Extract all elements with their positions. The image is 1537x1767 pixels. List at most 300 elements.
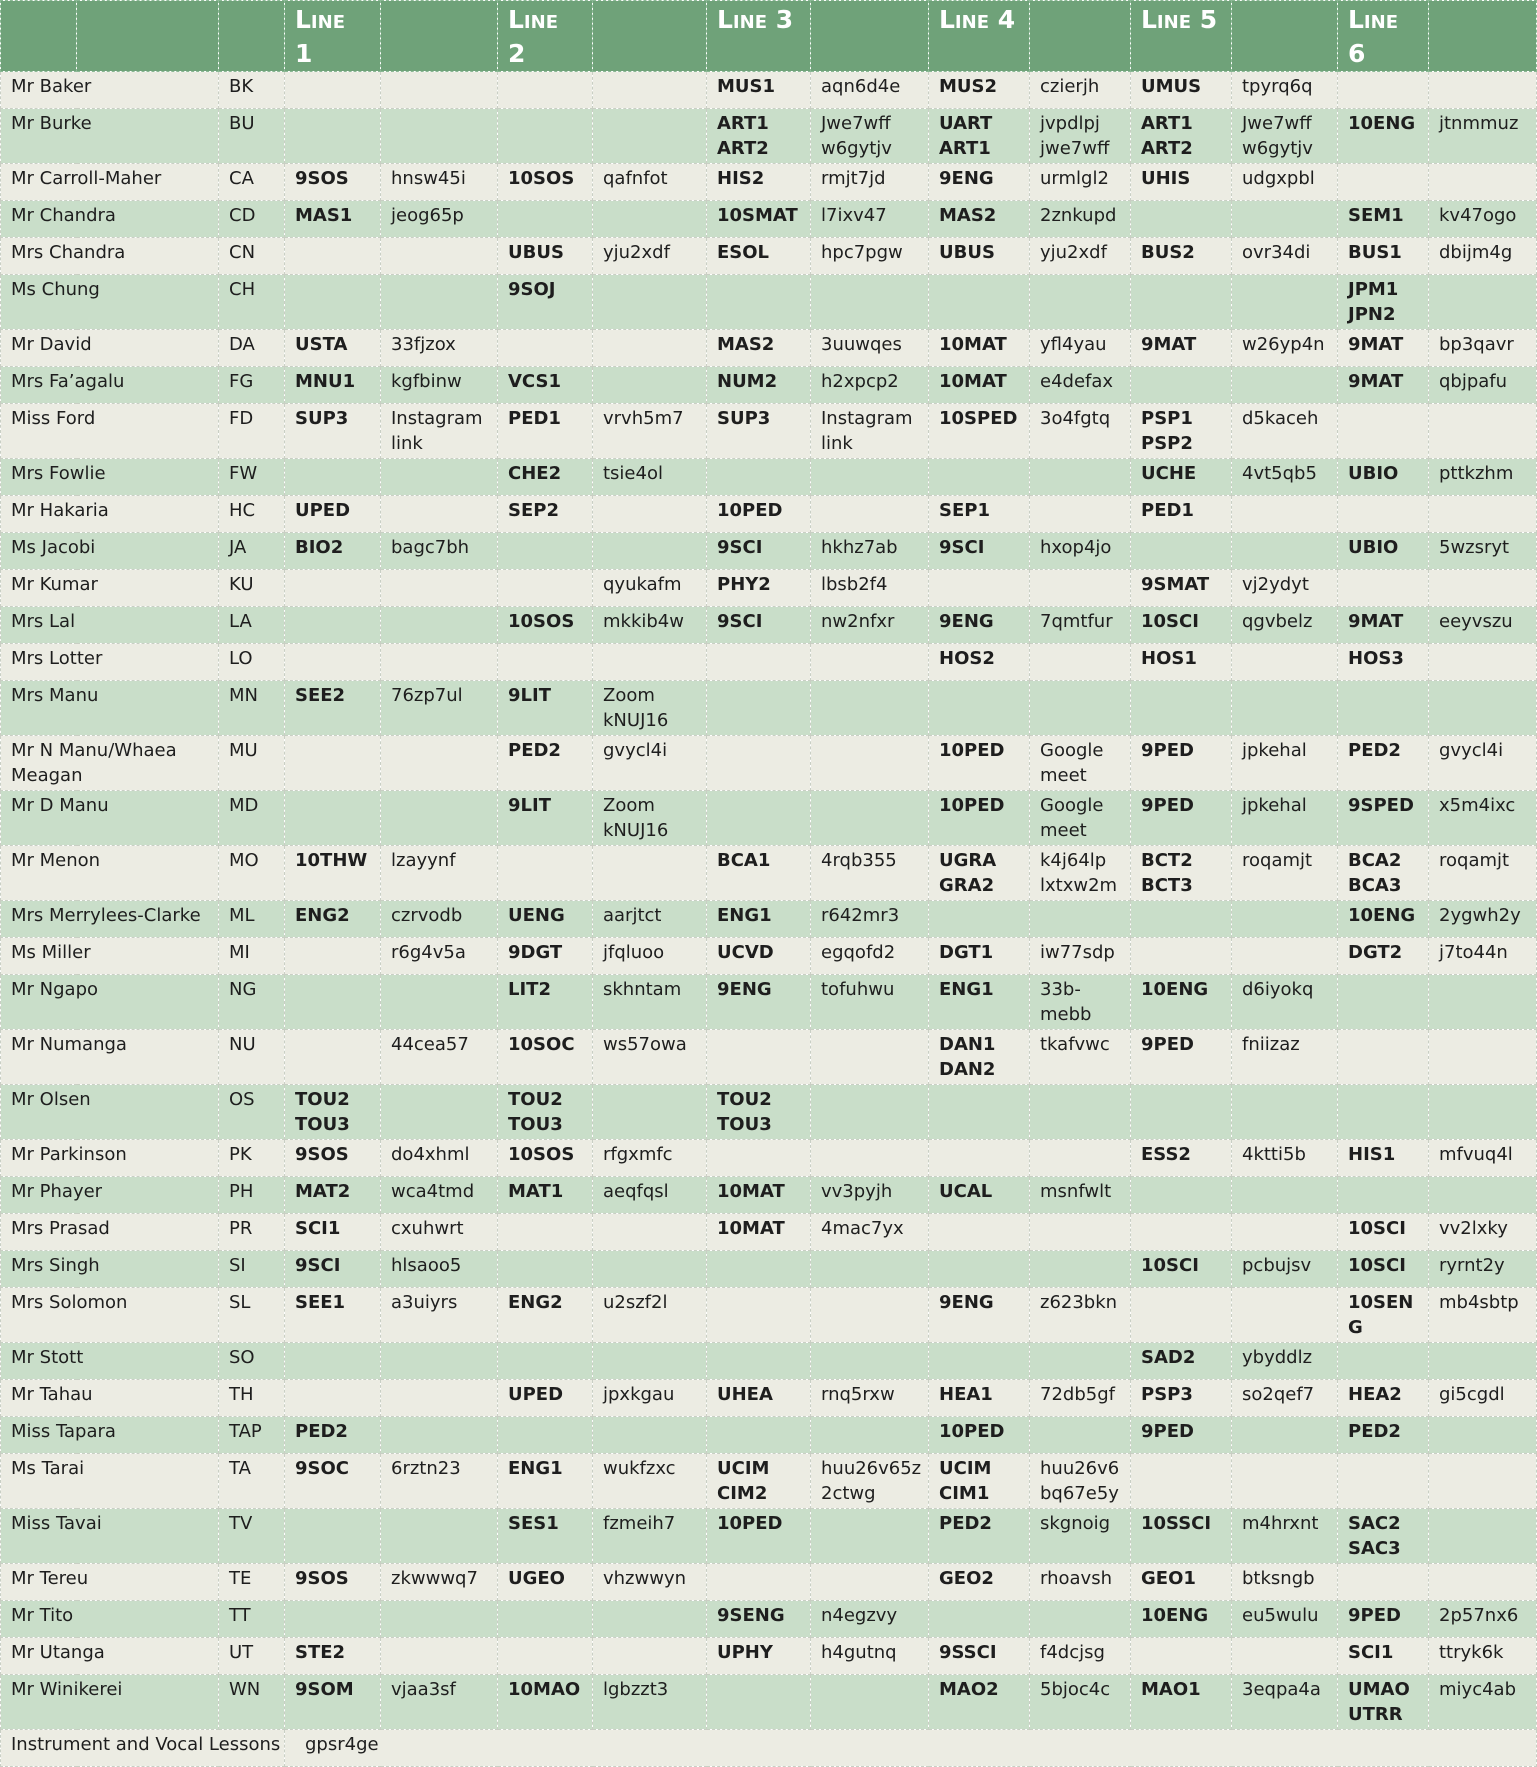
classroom-code-cell: [593, 1638, 707, 1675]
classroom-code-cell: [1232, 681, 1338, 736]
class-code-cell: 9LIT: [498, 681, 593, 736]
teacher-code: TE: [219, 1564, 285, 1601]
classroom-code-cell: [1030, 1214, 1131, 1251]
classroom-code-cell: [593, 201, 707, 238]
classroom-code-cell: [811, 1675, 929, 1730]
classroom-code-cell: udgxpbl: [1232, 164, 1338, 201]
class-code-cell: MAO1: [1131, 1675, 1232, 1730]
classroom-code-cell: [593, 330, 707, 367]
class-code-cell: SCI1: [1338, 1638, 1429, 1675]
footer-code: gpsr4ge: [285, 1730, 1537, 1767]
classroom-code-cell: kgfbinw: [381, 367, 498, 404]
class-code-cell: JPM1 JPN2: [1338, 275, 1429, 330]
class-code-cell: UCIM CIM1: [929, 1454, 1030, 1509]
classroom-code-cell: 33fjzox: [381, 330, 498, 367]
header-blank: [1, 1, 77, 72]
class-code-cell: PSP1 PSP2: [1131, 404, 1232, 459]
table-row: [1, 1288, 1537, 1343]
classroom-code-cell: nw2nfxr: [811, 607, 929, 644]
table-row: [1, 570, 1537, 607]
classroom-code-cell: [381, 1509, 498, 1564]
classroom-code-cell: 76zp7ul: [381, 681, 498, 736]
class-code-cell: 10MAT: [707, 1177, 811, 1214]
classroom-code-cell: aqn6d4e: [811, 72, 929, 109]
classroom-code-cell: pcbujsv: [1232, 1251, 1338, 1288]
class-code-cell: [285, 1030, 381, 1085]
class-code-cell: SUP3: [707, 404, 811, 459]
classroom-code-cell: [1232, 533, 1338, 570]
class-code-cell: [498, 570, 593, 607]
classroom-code-cell: [1429, 496, 1537, 533]
classroom-code-cell: [381, 975, 498, 1030]
classroom-code-cell: wca4tmd: [381, 1177, 498, 1214]
table-row: [1, 238, 1537, 275]
class-code-cell: LIT2: [498, 975, 593, 1030]
class-code-cell: UMAO UTRR: [1338, 1675, 1429, 1730]
classroom-code-cell: 2p57nx6: [1429, 1601, 1537, 1638]
classroom-code-cell: [1429, 681, 1537, 736]
classroom-code-cell: jpkehal: [1232, 736, 1338, 791]
classroom-code-cell: hlsaoo5: [381, 1251, 498, 1288]
teacher-name: Mr Carroll-Maher: [1, 164, 219, 201]
class-code-cell: 9PED: [1131, 791, 1232, 846]
header-line-4: Line 4: [929, 1, 1030, 72]
class-code-cell: 10SOC: [498, 1030, 593, 1085]
class-code-cell: 9ENG: [707, 975, 811, 1030]
class-code-cell: [707, 1564, 811, 1601]
teacher-name: Mrs Prasad: [1, 1214, 219, 1251]
classroom-code-cell: bp3qavr: [1429, 330, 1537, 367]
classroom-code-cell: [1232, 1288, 1338, 1343]
classroom-code-cell: roqamjt: [1232, 846, 1338, 901]
class-code-cell: [929, 1601, 1030, 1638]
class-code-cell: SEP1: [929, 496, 1030, 533]
class-code-cell: 9SOJ: [498, 275, 593, 330]
table-row: [1, 644, 1537, 681]
class-code-cell: 10ENG: [1338, 109, 1429, 164]
teacher-code: SO: [219, 1343, 285, 1380]
classroom-code-cell: yju2xdf: [593, 238, 707, 275]
classroom-code-cell: wukfzxc: [593, 1454, 707, 1509]
classroom-code-cell: 44cea57: [381, 1030, 498, 1085]
teacher-name: Mr Tereu: [1, 1564, 219, 1601]
class-code-cell: TOU2 TOU3: [498, 1085, 593, 1140]
classroom-code-cell: rhoavsh: [1030, 1564, 1131, 1601]
teacher-code: FG: [219, 367, 285, 404]
classroom-code-cell: 3eqpa4a: [1232, 1675, 1338, 1730]
classroom-code-cell: 4rqb355: [811, 846, 929, 901]
class-code-cell: HEA2: [1338, 1380, 1429, 1417]
classroom-code-cell: 7qmtfur: [1030, 607, 1131, 644]
class-code-cell: ENG1: [929, 975, 1030, 1030]
class-code-cell: UPED: [285, 496, 381, 533]
teacher-name: Mr Parkinson: [1, 1140, 219, 1177]
classroom-code-cell: [1232, 1417, 1338, 1454]
class-code-cell: 9SCI: [707, 607, 811, 644]
classroom-code-cell: cxuhwrt: [381, 1214, 498, 1251]
classroom-code-cell: l7ixv47: [811, 201, 929, 238]
class-code-cell: MNU1: [285, 367, 381, 404]
classroom-code-cell: [381, 1601, 498, 1638]
classroom-code-cell: gi5cgdl: [1429, 1380, 1537, 1417]
class-code-cell: [707, 1030, 811, 1085]
class-code-cell: 10PED: [929, 791, 1030, 846]
class-code-cell: 10PED: [929, 736, 1030, 791]
class-code-cell: UMUS: [1131, 72, 1232, 109]
teacher-code: JA: [219, 533, 285, 570]
class-code-cell: 9DGT: [498, 938, 593, 975]
class-code-cell: MAT1: [498, 1177, 593, 1214]
class-code-cell: DGT1: [929, 938, 1030, 975]
header-blank: [1030, 1, 1131, 72]
table-row: [1, 367, 1537, 404]
class-code-cell: 10PED: [707, 496, 811, 533]
classroom-code-cell: [1030, 1601, 1131, 1638]
teacher-code: PH: [219, 1177, 285, 1214]
classroom-code-cell: [1232, 367, 1338, 404]
classroom-code-cell: [593, 1343, 707, 1380]
classroom-code-cell: msnfwlt: [1030, 1177, 1131, 1214]
teacher-name: Ms Jacobi: [1, 533, 219, 570]
header-blank: [1232, 1, 1338, 72]
classroom-code-cell: [1232, 496, 1338, 533]
teacher-name: Mr Phayer: [1, 1177, 219, 1214]
class-code-cell: 10MAT: [929, 330, 1030, 367]
class-code-cell: ENG2: [285, 901, 381, 938]
class-code-cell: 9SPED: [1338, 791, 1429, 846]
class-code-cell: 9MAT: [1131, 330, 1232, 367]
teacher-name: Mr Kumar: [1, 570, 219, 607]
class-code-cell: 10SCI: [1131, 607, 1232, 644]
classroom-code-cell: 33b- mebb: [1030, 975, 1131, 1030]
teacher-code: MD: [219, 791, 285, 846]
classroom-code-cell: 72db5gf: [1030, 1380, 1131, 1417]
classroom-code-cell: [381, 736, 498, 791]
classroom-code-cell: [593, 533, 707, 570]
teacher-code: CA: [219, 164, 285, 201]
table-row: [1, 1214, 1537, 1251]
table-row: [1, 1085, 1537, 1140]
class-code-cell: 9SOS: [285, 1564, 381, 1601]
class-code-cell: 10SOS: [498, 1140, 593, 1177]
class-code-cell: [929, 1140, 1030, 1177]
classroom-code-cell: [811, 1417, 929, 1454]
class-code-cell: 10ENG: [1338, 901, 1429, 938]
class-code-cell: GEO1: [1131, 1564, 1232, 1601]
class-code-cell: 9MAT: [1338, 367, 1429, 404]
class-code-cell: PED2: [285, 1417, 381, 1454]
class-code-cell: [707, 1140, 811, 1177]
class-code-cell: 9MAT: [1338, 330, 1429, 367]
classroom-code-cell: roqamjt: [1429, 846, 1537, 901]
class-code-cell: SEE1: [285, 1288, 381, 1343]
teacher-code: TA: [219, 1454, 285, 1509]
teacher-name: Ms Chung: [1, 275, 219, 330]
class-code-cell: PSP3: [1131, 1380, 1232, 1417]
class-code-cell: [498, 1214, 593, 1251]
classroom-code-cell: [381, 644, 498, 681]
classroom-code-cell: j7to44n: [1429, 938, 1537, 975]
classroom-code-cell: hpc7pgw: [811, 238, 929, 275]
header-blank: [77, 1, 219, 72]
classroom-code-cell: ybyddlz: [1232, 1343, 1338, 1380]
teacher-name: Mrs Lal: [1, 607, 219, 644]
class-code-cell: [1131, 1177, 1232, 1214]
class-code-cell: [929, 901, 1030, 938]
class-code-cell: PED2: [1338, 736, 1429, 791]
teacher-name: Ms Tarai: [1, 1454, 219, 1509]
class-code-cell: 9ENG: [929, 607, 1030, 644]
teacher-code: KU: [219, 570, 285, 607]
teacher-name: Mr Numanga: [1, 1030, 219, 1085]
table-row: [1, 901, 1537, 938]
teacher-code: MU: [219, 736, 285, 791]
class-code-cell: PED2: [929, 1509, 1030, 1564]
teacher-name: Mr D Manu: [1, 791, 219, 846]
classroom-code-cell: [811, 1140, 929, 1177]
classroom-code-cell: [593, 1085, 707, 1140]
class-code-cell: [1131, 201, 1232, 238]
class-code-cell: [285, 570, 381, 607]
table-row: [1, 1140, 1537, 1177]
classroom-code-cell: miyc4ab: [1429, 1675, 1537, 1730]
classroom-code-cell: btksngb: [1232, 1564, 1338, 1601]
class-code-cell: TOU2 TOU3: [285, 1085, 381, 1140]
class-code-cell: 10MAO: [498, 1675, 593, 1730]
class-code-cell: HEA1: [929, 1380, 1030, 1417]
header-blank: [381, 1, 498, 72]
class-code-cell: BUS1: [1338, 238, 1429, 275]
class-code-cell: [1131, 1638, 1232, 1675]
classroom-code-cell: [811, 681, 929, 736]
teacher-name: Mrs Fa’agalu: [1, 367, 219, 404]
classroom-code-cell: [593, 275, 707, 330]
class-code-cell: [498, 1343, 593, 1380]
class-code-cell: UBUS: [929, 238, 1030, 275]
classroom-code-cell: n4egzvy: [811, 1601, 929, 1638]
class-code-cell: HOS3: [1338, 644, 1429, 681]
teacher-code: ML: [219, 901, 285, 938]
teacher-name: Ms Miller: [1, 938, 219, 975]
classroom-code-cell: 4mac7yx: [811, 1214, 929, 1251]
classroom-code-cell: [381, 607, 498, 644]
teacher-name: Mr Utanga: [1, 1638, 219, 1675]
class-code-cell: ENG2: [498, 1288, 593, 1343]
classroom-code-cell: 4ktti5b: [1232, 1140, 1338, 1177]
class-code-cell: [1131, 275, 1232, 330]
classroom-code-cell: r642mr3: [811, 901, 929, 938]
classroom-code-cell: Zoom kNUJ16: [593, 791, 707, 846]
class-code-cell: [1131, 533, 1232, 570]
classroom-code-cell: w26yp4n: [1232, 330, 1338, 367]
classroom-code-cell: [1030, 901, 1131, 938]
class-code-cell: [707, 736, 811, 791]
footer-row: [1, 1730, 1537, 1767]
classroom-code-cell: Google meet: [1030, 736, 1131, 791]
class-code-cell: 10SPED: [929, 404, 1030, 459]
class-code-cell: [1131, 901, 1232, 938]
class-code-cell: HIS1: [1338, 1140, 1429, 1177]
classroom-code-cell: tkafvwc: [1030, 1030, 1131, 1085]
class-code-cell: 9PED: [1131, 736, 1232, 791]
classroom-code-cell: qgvbelz: [1232, 607, 1338, 644]
classroom-code-cell: eeyvszu: [1429, 607, 1537, 644]
classroom-code-cell: aarjtct: [593, 901, 707, 938]
classroom-code-cell: Jwe7wff w6gytjv: [1232, 109, 1338, 164]
class-code-cell: UENG: [498, 901, 593, 938]
class-code-cell: [285, 975, 381, 1030]
timetable-body: [1, 72, 1537, 1767]
classroom-code-cell: huu26v6 bq67e5y: [1030, 1454, 1131, 1509]
classroom-code-cell: jtnmmuz: [1429, 109, 1537, 164]
classroom-code-cell: [1429, 1564, 1537, 1601]
classroom-code-cell: [381, 72, 498, 109]
class-code-cell: UCHE: [1131, 459, 1232, 496]
class-code-cell: PHY2: [707, 570, 811, 607]
classroom-code-cell: Instagram link: [811, 404, 929, 459]
teacher-name: Miss Tapara: [1, 1417, 219, 1454]
classroom-code-cell: [593, 1214, 707, 1251]
classroom-code-cell: ryrnt2y: [1429, 1251, 1537, 1288]
header-blank: [593, 1, 707, 72]
classroom-code-cell: k4j64lp lxtxw2m: [1030, 846, 1131, 901]
class-code-cell: [929, 681, 1030, 736]
class-code-cell: BCA2 BCA3: [1338, 846, 1429, 901]
classroom-code-cell: hkhz7ab: [811, 533, 929, 570]
classroom-code-cell: 2znkupd: [1030, 201, 1131, 238]
classroom-code-cell: h2xpcp2: [811, 367, 929, 404]
table-row: [1, 1177, 1537, 1214]
teacher-code: TH: [219, 1380, 285, 1417]
class-code-cell: ENG1: [707, 901, 811, 938]
class-code-cell: 10THW: [285, 846, 381, 901]
teacher-code: FD: [219, 404, 285, 459]
table-row: [1, 938, 1537, 975]
classroom-code-cell: vv2lxky: [1429, 1214, 1537, 1251]
teacher-name: Miss Tavai: [1, 1509, 219, 1564]
class-code-cell: [1338, 1177, 1429, 1214]
class-code-cell: MAS2: [707, 330, 811, 367]
class-code-cell: [285, 1509, 381, 1564]
classroom-code-cell: [1429, 1343, 1537, 1380]
classroom-code-cell: [381, 1343, 498, 1380]
teacher-name: Mr Tito: [1, 1601, 219, 1638]
class-code-cell: 9SCI: [707, 533, 811, 570]
class-code-cell: 10SOS: [498, 164, 593, 201]
classroom-code-cell: 5bjoc4c: [1030, 1675, 1131, 1730]
class-code-cell: [707, 644, 811, 681]
classroom-code-cell: [381, 1380, 498, 1417]
classroom-code-cell: Instagram link: [381, 404, 498, 459]
class-code-cell: SEM1: [1338, 201, 1429, 238]
class-code-cell: ENG1: [498, 1454, 593, 1509]
classroom-code-cell: lzayynf: [381, 846, 498, 901]
classroom-code-cell: jpxkgau: [593, 1380, 707, 1417]
classroom-code-cell: [1030, 1140, 1131, 1177]
table-row: [1, 201, 1537, 238]
classroom-code-cell: [381, 275, 498, 330]
class-code-cell: 10PED: [707, 1509, 811, 1564]
classroom-code-cell: [593, 72, 707, 109]
class-code-cell: [498, 644, 593, 681]
class-code-cell: 10SCI: [1131, 1251, 1232, 1288]
class-code-cell: SEE2: [285, 681, 381, 736]
class-code-cell: 10SSCI: [1131, 1509, 1232, 1564]
class-code-cell: [498, 72, 593, 109]
class-code-cell: [707, 1288, 811, 1343]
classroom-code-cell: hnsw45i: [381, 164, 498, 201]
classroom-code-cell: [1429, 1509, 1537, 1564]
class-code-cell: [707, 459, 811, 496]
table-row: [1, 533, 1537, 570]
class-code-cell: 9LIT: [498, 791, 593, 846]
classroom-code-cell: [1429, 404, 1537, 459]
table-row: [1, 1251, 1537, 1288]
classroom-code-cell: rfgxmfc: [593, 1140, 707, 1177]
class-code-cell: 9PED: [1131, 1030, 1232, 1085]
teacher-name: Mrs Singh: [1, 1251, 219, 1288]
classroom-code-cell: gvycl4i: [1429, 736, 1537, 791]
class-code-cell: DAN1 DAN2: [929, 1030, 1030, 1085]
classroom-code-cell: 5wzsryt: [1429, 533, 1537, 570]
classroom-code-cell: 6rztn23: [381, 1454, 498, 1509]
classroom-code-cell: [1030, 1417, 1131, 1454]
classroom-code-cell: skgnoig: [1030, 1509, 1131, 1564]
class-code-cell: DGT2: [1338, 938, 1429, 975]
class-code-cell: [707, 1675, 811, 1730]
classroom-code-cell: mb4sbtp: [1429, 1288, 1537, 1343]
classroom-code-cell: tofuhwu: [811, 975, 929, 1030]
class-code-cell: ART1 ART2: [707, 109, 811, 164]
class-code-cell: MUS1: [707, 72, 811, 109]
teacher-name: Mr Olsen: [1, 1085, 219, 1140]
classroom-code-cell: r6g4v5a: [381, 938, 498, 975]
classroom-code-cell: skhntam: [593, 975, 707, 1030]
classroom-code-cell: [811, 1085, 929, 1140]
classroom-code-cell: [1232, 1214, 1338, 1251]
class-code-cell: NUM2: [707, 367, 811, 404]
table-row: [1, 109, 1537, 164]
teacher-code: TV: [219, 1509, 285, 1564]
table-row: [1, 1380, 1537, 1417]
classroom-code-cell: u2szf2l: [593, 1288, 707, 1343]
class-code-cell: UCIM CIM2: [707, 1454, 811, 1509]
classroom-code-cell: jfqluoo: [593, 938, 707, 975]
classroom-code-cell: Google meet: [1030, 791, 1131, 846]
class-code-cell: [285, 607, 381, 644]
class-code-cell: 9SENG: [707, 1601, 811, 1638]
table-row: [1, 1675, 1537, 1730]
class-code-cell: UPED: [498, 1380, 593, 1417]
classroom-code-cell: [811, 1343, 929, 1380]
class-code-cell: [929, 570, 1030, 607]
table-row: [1, 404, 1537, 459]
class-code-cell: PED1: [1131, 496, 1232, 533]
classroom-code-cell: [1030, 681, 1131, 736]
class-code-cell: [929, 1214, 1030, 1251]
table-row: [1, 975, 1537, 1030]
class-code-cell: SEP2: [498, 496, 593, 533]
classroom-code-cell: [1232, 275, 1338, 330]
class-code-cell: [707, 275, 811, 330]
classroom-code-cell: do4xhml: [381, 1140, 498, 1177]
classroom-code-cell: dbijm4g: [1429, 238, 1537, 275]
classroom-code-cell: fzmeih7: [593, 1509, 707, 1564]
classroom-code-cell: [1030, 644, 1131, 681]
class-code-cell: MUS2: [929, 72, 1030, 109]
classroom-code-cell: [593, 1601, 707, 1638]
class-code-cell: 9SOS: [285, 1140, 381, 1177]
